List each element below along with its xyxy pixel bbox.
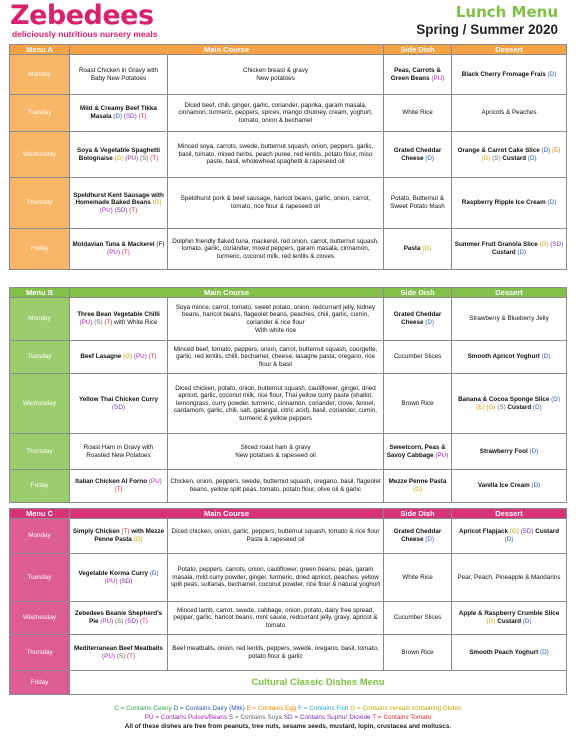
allergen-code: (G) [152, 199, 162, 207]
allergen-code: (D) [517, 249, 527, 256]
brand-logo: Zebedees [10, 0, 154, 31]
ingredients-text: Minced lamb, carrot, swede, cabbage, onion, potato, dairy free spread, pepper, garlic, haricot beans, mint sauce, redcurrant jelly, gravy, apricot & tomato [168, 602, 384, 635]
dish-text: Mild & Creamy Beef Tikka Masala [80, 105, 157, 120]
main-course-name [70, 229, 168, 270]
main-course-name [70, 95, 168, 132]
allergen-code: (PU) [148, 478, 162, 486]
main-course-name [70, 178, 168, 229]
day-label: Wednesday [10, 602, 70, 635]
dish-text: Apricot Flapjack [458, 528, 510, 536]
main-course-name [70, 341, 168, 374]
brand-tagline: deliciously nutritious nursery meals [12, 29, 158, 39]
allergen-code: (PU) [100, 618, 114, 625]
menu-table-c [9, 508, 567, 695]
allergen-code: (SD) [112, 206, 128, 214]
allergen-code: (SD) [122, 113, 137, 120]
dish-text: Smooth Peach Yoghurt [469, 648, 541, 656]
side-dish [384, 95, 452, 132]
side-dish [384, 229, 452, 270]
allergen-code: (D) [504, 536, 514, 543]
day-label: Thursday [10, 434, 70, 470]
dish-text: with White Rice [112, 319, 158, 326]
ingredients-text: Chicken breast & gravy New potatoes [168, 55, 384, 95]
dessert [452, 132, 567, 178]
allergen-code: (D) [545, 70, 557, 78]
dish-text: Apple & Raspberry Crumble Slice [458, 610, 560, 618]
allergen-code: (D) [425, 319, 434, 326]
allergen-code: (SD) [112, 403, 125, 411]
dish-text: Raspberry Ripple Ice Cream [461, 199, 548, 207]
main-course-name [70, 55, 168, 95]
ingredients-text: Speldhurst pork & beef sausage, haricot beans, garlic, onion, carrot, tomato, rice flour & rapeseed oil [168, 178, 384, 229]
day-label: Thursday [10, 178, 70, 229]
allergen-code: (E) [550, 146, 561, 154]
table-row [10, 341, 567, 374]
allergen-code: (D) [522, 618, 532, 625]
dish-text: Sweetcorn, Peas & Savoy Cabbage [386, 443, 446, 459]
allergen-code: (PU) [104, 577, 118, 585]
allergen-code: (PU) [123, 154, 139, 162]
side-dish [384, 554, 452, 602]
allergen-code: (T) [102, 319, 113, 326]
allergen-key: G = Contains cereals containing Gluten [350, 705, 462, 712]
dish-text: Pasta [403, 245, 423, 253]
day-label: Monday [10, 55, 70, 95]
allergen-code: (S) [115, 652, 126, 660]
allergen-code: (G) [412, 486, 423, 493]
dish-text: Vanilla Ice Cream [477, 482, 532, 490]
main-course-name [70, 434, 168, 470]
allergen-code: (T) [125, 652, 135, 660]
allergen-footnote: All of these dishes are free from peanuts, tree nuts, sesame seeds, mustard, lupin, crustacea and molluscs. [124, 723, 452, 730]
dish-text: Summer Fruit Granola Slice [454, 241, 540, 249]
ingredients-text: Dolphin friendly flaked tuna, mackerel, red onion, carrot, butternut squash, tomato, garlic, coriander, mixed peppers, garam masala, cinnamon, turmeric, coconut milk, red lentils & cloves [168, 229, 384, 270]
allergen-key: E = Contains Egg [246, 705, 297, 712]
allergen-code: (S) [490, 154, 501, 162]
dish-text: Moldavian Tuna & Mackerel [72, 241, 157, 249]
dish-text: Smooth Apricot Yoghurt [467, 353, 542, 361]
allergen-code: (G) [484, 403, 496, 411]
column-header-dessert: Dessert [452, 45, 567, 55]
table-row [10, 178, 567, 229]
day-label: Wednesday [10, 132, 70, 178]
dish-text: Potato, Butternut & Sweet Potato Mash [390, 195, 445, 210]
allergen-code: (SD) [117, 577, 133, 585]
allergen-code: (D) [540, 648, 549, 656]
day-label: Wednesday [10, 374, 70, 434]
side-dish [384, 602, 452, 635]
main-course-name [70, 298, 168, 341]
dessert [452, 298, 567, 341]
dish-text: Grated Cheddar Cheese [393, 146, 442, 162]
allergen-key: SD = Contains Suphur Dioxide [283, 714, 371, 721]
allergen-code: (T) [146, 353, 157, 361]
allergen-code: (T) [114, 486, 123, 493]
side-dish [384, 519, 452, 554]
dish-text: Custard [505, 403, 533, 411]
dessert [452, 55, 567, 95]
dish-text: Peas, Carrots & Green Beans [390, 66, 441, 82]
table-row [10, 95, 567, 132]
dish-text: Orange & Carrot Cake Slice [457, 146, 542, 154]
dish-text: Yellow Thai Chicken Curry [78, 395, 159, 403]
allergen-code: (E) [476, 403, 485, 411]
table-row [10, 470, 567, 503]
friday-special-note: Cultural Classic Dishes Menu [70, 671, 567, 695]
allergen-code: (G) [481, 154, 491, 162]
column-header-side-dish: Side Dish [384, 509, 452, 519]
day-label: Tuesday [10, 341, 70, 374]
menu-name: Menu B [10, 288, 70, 298]
dish-text: Vegetable Korma Curry [78, 569, 150, 577]
dessert [452, 95, 567, 132]
ingredients-text: Sliced roast ham & gravy New potatoes & rapeseed oil [168, 434, 384, 470]
day-label: Tuesday [10, 95, 70, 132]
ingredients-text: Diced chicken, onion, garlic, peppers, butternut squash, tomato & rice flour Pasta & rapeseed oil [168, 519, 384, 554]
side-dish [384, 470, 452, 503]
allergen-code: (D) [547, 199, 557, 207]
dish-text: with Mezze Penne Pasta [94, 528, 165, 543]
ingredients-text: Beef meatballs, onion, red lentils, peppers, swede, oregano, basil, tomato, potato flour & garlic [168, 635, 384, 671]
menu-name: Menu A [10, 45, 70, 55]
dessert [452, 229, 567, 270]
allergen-key: C = Contains Celery [114, 705, 172, 712]
side-dish [384, 298, 452, 341]
dish-text: Speldhurst Kent Sausage with Homemade Baked Beans [73, 191, 164, 207]
allergen-code: (PU) [435, 451, 449, 459]
day-label: Friday [10, 229, 70, 270]
ingredients-text: Diced chicken, potato, onion, butternut squash, cauliflower, ginger, dried apricot, garlic, coconut milk, rice flour, Thai yellow curry paste (shallot, lemongrass, curry powder, turmeric, cinnamon, coriander, clove, fennel, cardamom, garlic, chili, salt, galangal, citric acid), basil, coriander, cumin, turmeric & yellow peppers [168, 374, 384, 434]
main-course-name [70, 554, 168, 602]
dish-text: Pear, Peach, Pineapple & Mandarins [457, 573, 561, 581]
allergen-code: (SD) [123, 618, 139, 625]
allergen-code: (S) [113, 618, 124, 625]
column-header-dessert: Dessert [452, 509, 567, 519]
page-header [0, 0, 576, 42]
allergen-code: (F) [156, 241, 165, 249]
allergen-code: (D) [425, 536, 434, 543]
allergen-code: (D) [531, 482, 541, 490]
dish-text: Custard [500, 154, 528, 162]
allergen-code: (D) [113, 113, 122, 120]
table-row [10, 635, 567, 671]
allergen-code: (S) [92, 319, 103, 326]
allergen-legend-line-2 [0, 714, 576, 722]
ingredients-text: Potato, peppers, carrots, onion, cauliflower, green beans, peas, garam masala, mild curry powder, ginger, turmeric, dried apricot, peaches, yellow split peas, sultanas, bechamel, coconut powder, rice flour & natural yoghurt [168, 554, 384, 602]
ingredients-text: Diced beef, chili, ginger, garlic, coriander, paprika, garam masala, cinnamon, turmeric, peppers, spices, mango chutney, cream, yoghurt, tomato, onion & bechamel [168, 95, 384, 132]
column-header-main-course: Main Course [70, 45, 384, 55]
table-row [10, 298, 567, 341]
column-header-side-dish: Side Dish [384, 45, 452, 55]
dish-text: Roast Chicken in Gravy with Baby New Potatoes [78, 66, 159, 82]
allergen-code: (G) [123, 353, 133, 361]
dish-text: Brown Rice [401, 648, 434, 656]
dish-text: Banana & Cocoa Sponge Slice [458, 395, 552, 403]
allergen-code: (PU) [99, 206, 113, 214]
allergen-code: (G) [486, 618, 496, 625]
dish-text: White Rice [402, 109, 433, 117]
dish-text: Grated Cheddar Cheese [393, 528, 442, 543]
allergen-code: (S) [495, 403, 506, 411]
dessert [452, 635, 567, 671]
allergen-code: (PU) [79, 319, 93, 326]
dish-text: Custard [491, 249, 518, 256]
side-dish [384, 341, 452, 374]
main-course-name [70, 602, 168, 635]
allergen-code: (S) [138, 154, 149, 162]
allergen-code: (PU) [107, 249, 121, 256]
menu-table-b [9, 287, 567, 503]
allergen-code: (T) [138, 618, 148, 625]
day-label: Tuesday [10, 554, 70, 602]
dish-text: Roast Ham in Gravy with Roasted New Potatoes [83, 443, 154, 459]
page-title: Lunch Menu [455, 3, 558, 21]
dish-text: Apricots & Peaches [481, 109, 537, 117]
dessert [452, 602, 567, 635]
dish-text: Simply Chicken [72, 528, 122, 536]
menu-name: Menu C [10, 509, 70, 519]
day-label: Friday [10, 470, 70, 503]
allergen-code: (G) [509, 528, 519, 536]
dish-text: Strawberry Fool [479, 447, 530, 455]
main-course-name [70, 132, 168, 178]
dessert [452, 178, 567, 229]
allergen-code: (D) [529, 447, 539, 455]
table-row [10, 602, 567, 635]
side-dish [384, 132, 452, 178]
dessert [452, 519, 567, 554]
dish-text: Zebedees Beanie Shepherd's Pie [74, 610, 163, 625]
ingredients-text: Soya mince, carrot, tomato, sweet potato, onion, redcurrant jelly, kidney beans, haricot beans, flageolet beans, peaches, chili, garlic, cumin, coriander & rice flour With white rice [168, 298, 384, 341]
dish-text: Cucumber Slices [393, 353, 442, 361]
ingredients-text: Minced beef, tomato, peppers, onion, carrot, butternut squash, courgette, garlic, red lentils, chilli, bechamel, cheese, lasagne pasta, oregano, rice flour & basil [168, 341, 384, 374]
dish-text: Cucumber Slices [393, 614, 442, 622]
table-row [10, 434, 567, 470]
menu-table-a [9, 44, 567, 270]
side-dish [384, 55, 452, 95]
table-row [10, 374, 567, 434]
dessert [452, 434, 567, 470]
allergen-code: (PU) [429, 74, 445, 82]
allergen-code: (D) [425, 154, 434, 162]
dish-text: Black Cherry Fromage Frais [461, 70, 546, 78]
allergen-key: PU = Contains Pulses/Beans [144, 714, 228, 721]
allergen-code: (G) [114, 154, 124, 162]
allergen-key: D = Contains Dairy (Milk) [173, 705, 245, 712]
dish-text: Custard [533, 528, 560, 536]
day-label: Monday [10, 519, 70, 554]
dish-text: White Rice [402, 573, 433, 581]
allergen-code: (T) [136, 113, 147, 120]
dish-text: Beef Lasagne [80, 353, 124, 361]
day-label: Friday [10, 671, 70, 695]
allergen-code: (SD) [548, 241, 564, 249]
dessert [452, 554, 567, 602]
dish-text: Strawberry & Blueberry Jelly [469, 315, 549, 323]
dish-text: Italian Chicken Al Forno [75, 478, 149, 486]
allergen-code: (D) [541, 353, 551, 361]
allergen-code: (PU) [132, 353, 147, 361]
column-header-dessert: Dessert [452, 288, 567, 298]
main-course-name [70, 470, 168, 503]
allergen-key: S = Contains Soya [228, 714, 282, 721]
main-course-name [70, 519, 168, 554]
allergen-key: T = Contains Tomato [372, 714, 432, 721]
side-dish [384, 635, 452, 671]
allergen-code: (SD) [518, 528, 534, 536]
allergen-key: F = Contains Fish [298, 705, 349, 712]
allergen-code: (PU) [102, 652, 115, 660]
dish-text: Mezze Penne Pasta [388, 478, 447, 486]
column-header-main-course: Main Course [70, 288, 384, 298]
day-label: Monday [10, 298, 70, 341]
season-label: Spring / Summer 2020 [416, 22, 558, 37]
side-dish [384, 178, 452, 229]
column-header-main-course: Main Course [70, 509, 384, 519]
ingredients-text: Chicken, onion, peppers, swede, butternut squash, oregano, basil, flageolet beans, yellow split peas, tomato, potato flour, olive oil & garlic [168, 470, 384, 503]
dessert [452, 374, 567, 434]
dish-text: Brown Rice [401, 399, 434, 407]
allergen-code: (T) [127, 206, 138, 214]
side-dish [384, 434, 452, 470]
dish-text: Mediterranean Beef Meatballs [74, 644, 163, 652]
side-dish [384, 374, 452, 434]
allergen-code: (G) [539, 241, 549, 249]
dessert [452, 341, 567, 374]
table-row [10, 519, 567, 554]
ingredients-text: Minced soya, carrots, swede, butternut squash, onion, peppers, garlic, basil, tomato, mixed herbs, peach puree, red lentils, potato flour, miso paste, basil, wholewheat spaghetti & rapeseed oil [168, 132, 384, 178]
allergen-code: (D) [149, 569, 159, 577]
allergen-code: (D) [551, 395, 560, 403]
allergen-code: (T) [148, 154, 159, 162]
dessert [452, 470, 567, 503]
allergen-legend-line-1 [0, 705, 576, 713]
allergen-code: (T) [120, 249, 130, 256]
table-row [10, 132, 567, 178]
allergen-code: (G) [133, 536, 143, 543]
allergen-code: (D) [527, 154, 537, 162]
table-row [10, 229, 567, 270]
allergen-code: (D) [532, 403, 542, 411]
dish-text: Three Bean Vegetable Chilli [77, 311, 160, 319]
allergen-code: (D) [541, 146, 551, 154]
main-course-name [70, 635, 168, 671]
dish-text: Soya & Vegetable Spaghetti Bolognaise [77, 146, 160, 162]
allergen-code: (G) [422, 245, 432, 253]
table-row [10, 55, 567, 95]
table-row [10, 554, 567, 602]
table-row [10, 671, 567, 695]
day-label: Thursday [10, 635, 70, 671]
dish-text: Custard [495, 618, 523, 625]
main-course-name [70, 374, 168, 434]
dish-text: Grated Cheddar Cheese [393, 311, 442, 326]
allergen-code: (T) [121, 528, 130, 536]
column-header-side-dish: Side Dish [384, 288, 452, 298]
